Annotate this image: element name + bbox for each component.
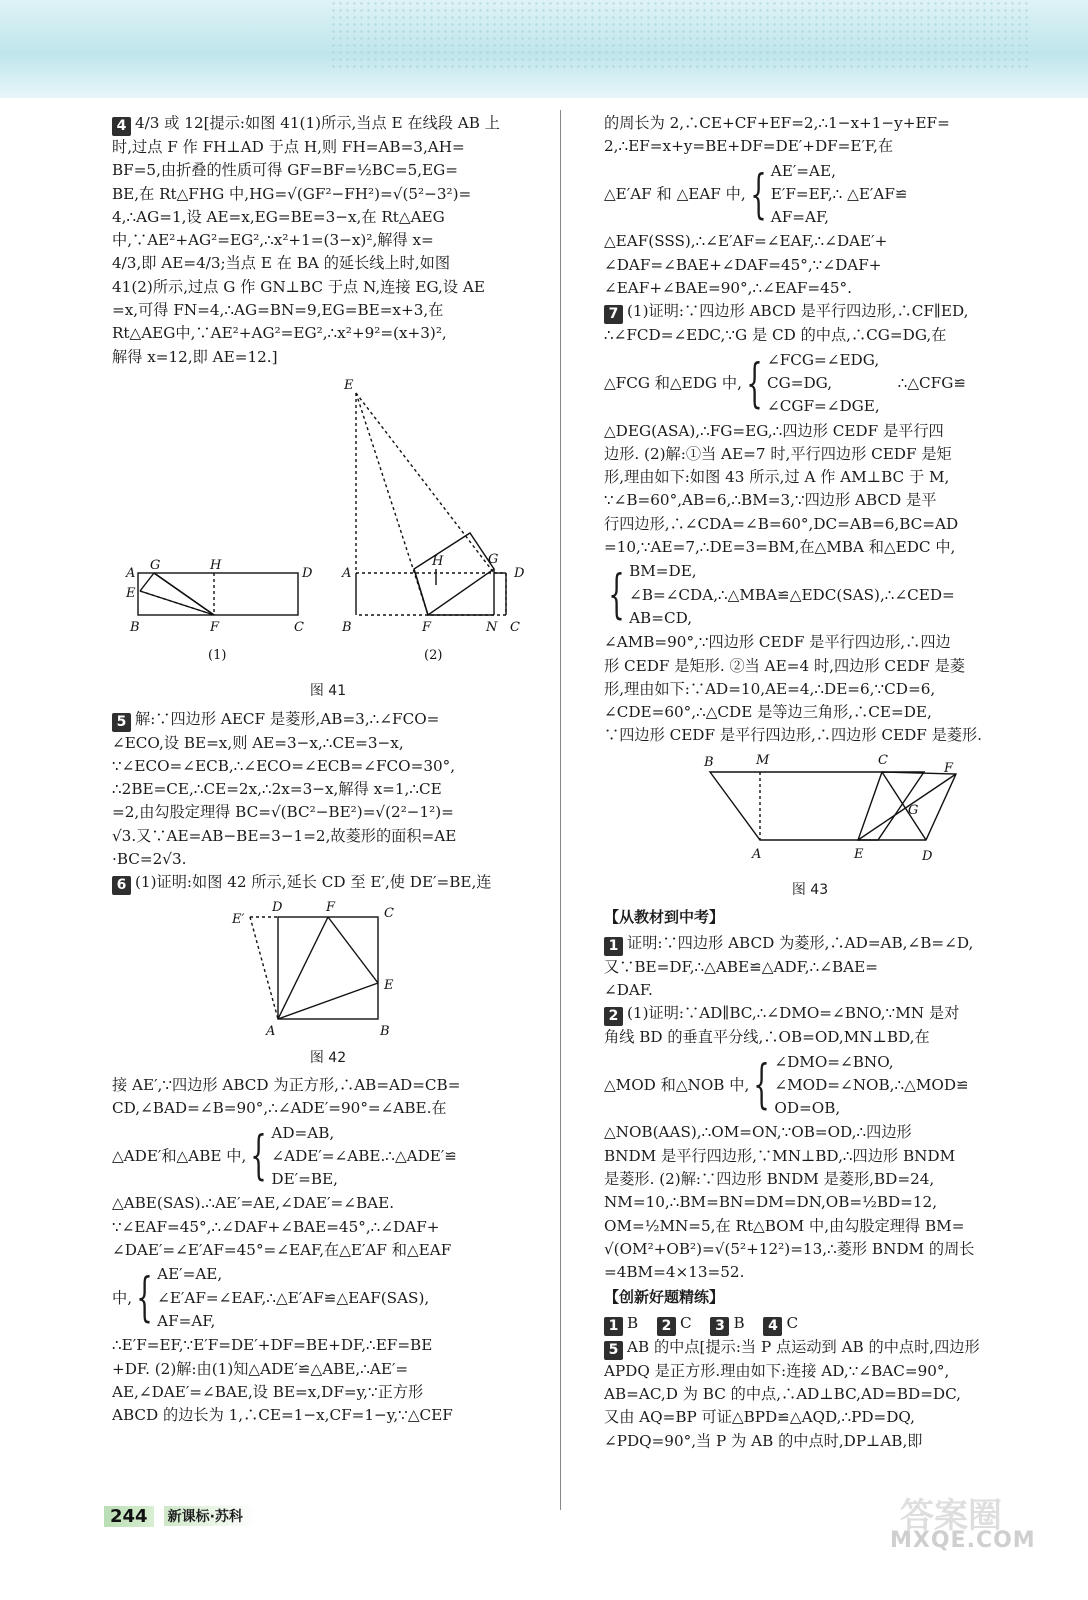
header-band <box>0 0 1088 98</box>
text-line: ∵四边形 CEDF 是平行四边形,∴四边形 CEDF 是菱形. <box>604 726 982 745</box>
text-line: +DF. (2)解:由(1)知△ADE′≌△ABE,∴AE′= <box>112 1359 409 1378</box>
fig43-label: D <box>922 848 933 864</box>
text-line: (1)证明:∵AD∥BC,∴∠DMO=∠BNO,∵MN 是对 <box>627 1004 960 1023</box>
fig41-label: A <box>126 565 136 581</box>
text-line: 解:∵四边形 AECF 是菱形,AB=3,∴∠FCO= <box>135 709 440 728</box>
figure-43-diagram <box>660 752 960 872</box>
problem-5 <box>112 708 544 872</box>
text-line: ∠DAF=∠BAE+∠DAF=45°,∵∠DAF+ <box>604 255 882 274</box>
text-line: 的周长为 2,∴CE+CF+EF=2,∴1−x+1−y+EF= <box>604 114 950 132</box>
equation-system: 中, { AE′=AE, ∠E′AF=∠EAF,∴△E′AF≌△EAF(SAS), AF=AF, <box>112 1265 430 1330</box>
text-line: ∴E′F=EF,∵E′F=DE′+DF=BE+DF,∴EF=BE <box>112 1336 433 1355</box>
brace-icon: { <box>746 353 763 414</box>
text-line: CD,∠BAD=∠B=90°,∴∠ADE′=90°=∠ABE.在 <box>112 1099 447 1118</box>
figure-41-diagram <box>118 373 538 673</box>
text-line: 时,过点 F 作 FH⊥AD 于点 H,则 FH=AB=3,AH= <box>112 138 465 156</box>
text-line: ∵∠EAF=45°,∴∠DAF+∠BAE=45°,∴∠DAF+ <box>112 1217 440 1236</box>
header-pattern <box>330 0 1030 70</box>
textbook-q2 <box>604 1002 1016 1284</box>
text-line: 中,∵AE²+AG²=EG²,∴x²+1=(3−x)²,解得 x= <box>112 231 434 250</box>
text-line: BF=5,由折叠的性质可得 GF=BF=½BC=5,EG= <box>112 161 459 180</box>
text-line: ∠EAF+∠BAE=90°,∴∠EAF=45°. <box>604 279 852 298</box>
figure-42 <box>112 899 544 1070</box>
fig42-label: D <box>272 900 283 916</box>
text-line: △EAF(SSS),∴∠E′AF=∠EAF,∴∠DAE′+ <box>604 232 888 251</box>
fig42-label: F <box>326 900 336 916</box>
brace-icon: { <box>749 164 767 225</box>
fig43-label: A <box>752 846 762 862</box>
fig43-label: B <box>704 754 714 770</box>
figure-42-diagram <box>228 899 428 1039</box>
fig41-label: C <box>294 619 304 635</box>
text-line: ∠DAE′=∠E′AF=45°=∠EAF,在△E′AF 和△EAF <box>112 1241 452 1260</box>
text-line: 41(2)所示,过点 G 作 GN⊥BC 于点 N,连接 EG,设 AE <box>112 277 485 296</box>
problem-number: 2 <box>604 1007 623 1026</box>
fig41-label: F <box>210 619 220 635</box>
problem-number: 1 <box>604 937 623 956</box>
text-line: 行四边形,∴∠CDA=∠B=60°,DC=AB=6,BC=AD <box>604 514 959 533</box>
fig41-label: E <box>126 585 136 601</box>
text-line: =10,∵AE=7,∴DE=3=BM,在△MBA 和△EDC 中, <box>604 538 956 557</box>
text-line: ABCD 的边长为 1,∴CE=1−x,CF=1−y,∵△CEF <box>112 1406 453 1425</box>
text-line: 4/3 或 12[提示:如图 41(1)所示,当点 E 在线段 AB 上 <box>135 114 500 132</box>
text-line: 4/3,即 AE=4/3;当点 E 在 BA 的延长线上时,如图 <box>112 254 451 273</box>
text-line: △ABE(SAS).∴AE′=AE,∠DAE′=∠BAE. <box>112 1194 395 1213</box>
problem-number: 5 <box>112 713 131 732</box>
text-line: ∴2BE=CE,∴CE=2x,∴2x=3−x,解得 x=1,∴CE <box>112 780 442 799</box>
fig41-label: D <box>514 565 525 581</box>
problem-7 <box>604 300 1016 747</box>
problem-6 <box>112 871 544 1427</box>
text-line: ∠PDQ=90°,当 P 为 AB 的中点时,DP⊥AB,即 <box>604 1431 923 1450</box>
left-column <box>112 112 544 1427</box>
fig41-label: G <box>488 551 499 567</box>
text-line: Rt△AEG中,∵AE²+AG²=EG²,∴x²+9²=(x+3)², <box>112 324 447 343</box>
text-line: 角线 BD 的垂直平分线,∴OB=OD,MN⊥BD,在 <box>604 1028 930 1047</box>
fig43-label: G <box>908 802 919 818</box>
text-line: 形 CEDF 是矩形. ②当 AE=4 时,四边形 CEDF 是菱 <box>604 656 965 675</box>
text-line: AB 的中点[提示:当 P 点运动到 AB 的中点时,四边形 <box>627 1337 980 1356</box>
text-line: 4,∴AG=1,设 AE=x,EG=BE=3−x,在 Rt△AEG <box>112 207 445 226</box>
brace-icon: { <box>136 1268 153 1329</box>
figure-41 <box>112 373 544 704</box>
fig42-label: C <box>384 906 394 922</box>
fig42-label: B <box>380 1024 390 1040</box>
equation-system: △ADE′和△ABE 中, { AD=AB, ∠ADE′=∠ABE.∴△ADE′≌ DE′=BE, <box>112 1123 458 1189</box>
fig43-label: E <box>854 846 864 862</box>
watermark-logo: 答案圈 <box>900 1496 1002 1536</box>
fig41-label: F <box>422 619 432 635</box>
column-divider <box>560 110 561 1510</box>
text-line: ∠CDE=60°,∴△CDE 是等边三角形,∴CE=DE, <box>604 703 932 722</box>
text-line: (1)证明:如图 42 所示,延长 CD 至 E′,使 DE′=BE,连 <box>135 873 492 892</box>
text-line: ∵∠B=60°,AB=6,∴BM=3,∵四边形 ABCD 是平 <box>604 491 937 510</box>
text-line: BNDM 是平行四边形,∵MN⊥BD,∴四边形 BNDM <box>604 1146 956 1165</box>
text-line: 又∵BE=DF,∴△ABE≌△ADF,∴∠BAE= <box>604 957 878 976</box>
edition-label: 新课标·苏科 <box>164 1506 255 1526</box>
text-line: 形,理由如下:∵AD=10,AE=4,∴DE=6,∵CD=6, <box>604 679 936 698</box>
fig43-label: F <box>944 760 954 776</box>
equation-system: △FCG 和△EDG 中, { ∠FCG=∠EDG, CG=DG, ∠CGF=∠DGE, ∴△CFG≌ <box>604 350 967 416</box>
watermark-text: MXQE.COM <box>890 1528 1036 1553</box>
fig41-label: N <box>486 619 498 635</box>
fig41-label: B <box>342 619 352 635</box>
answer-item: 1 B <box>604 1312 638 1336</box>
right-column <box>604 112 1016 1453</box>
problem-number: 7 <box>604 305 623 324</box>
text-line: NM=10,∴BM=BN=DM=DN,OB=½BD=12, <box>604 1193 938 1212</box>
page-number: 244 <box>104 1506 154 1527</box>
section-title: 【从教材到中考】 <box>604 908 725 927</box>
problem-4 <box>112 112 544 369</box>
section-title: 【创新好题精练】 <box>604 1288 725 1307</box>
text-line: 接 AE′,∵四边形 ABCD 为正方形,∴AB=AD=CB= <box>112 1075 461 1094</box>
equation-system: △MOD 和△NOB 中, { ∠DMO=∠BNO, ∠MOD=∠NOB,∴△MOD≌ OD=OB, <box>604 1052 969 1118</box>
answer-item: 2 C <box>657 1312 692 1336</box>
fig43-label: M <box>756 752 770 768</box>
brace-icon: { <box>608 565 625 626</box>
fig42-label: E <box>384 978 394 994</box>
text-line: 是菱形. (2)解:∵四边形 BNDM 是菱形,BD=24, <box>604 1169 935 1188</box>
figure-43-caption: 图 43 <box>791 882 829 899</box>
text-line: √3.又∵AE=AB−BE=3−1=2,故菱形的面积=AE <box>112 826 457 845</box>
text-line: ∠ECO,设 BE=x,则 AE=3−x,∴CE=3−x, <box>112 733 404 752</box>
fig41-label: B <box>130 619 140 635</box>
problem-number: 6 <box>112 876 131 895</box>
fig42-label: A <box>266 1024 276 1040</box>
text-line: =2,由勾股定理得 BC=√(BC²−BE²)=√(2²−1²)= <box>112 803 454 822</box>
figure-42-caption: 图 42 <box>309 1049 347 1066</box>
fig41-label: E <box>344 377 354 393</box>
text-line: 解得 x=12,即 AE=12.] <box>112 347 278 366</box>
text-line: =x,可得 FN=4,∴AG=BN=9,EG=BE=x+3,在 <box>112 301 444 320</box>
problem-number: 4 <box>112 117 131 136</box>
text-line: 2,∴EF=x+y=BE+DF=DE′+DF=E′F,在 <box>604 137 894 156</box>
text-line: △DEG(ASA),∴FG=EG,∴四边形 CEDF 是平行四 <box>604 421 944 440</box>
practice-q5 <box>604 1336 1016 1453</box>
textbook-q1 <box>604 932 1016 1003</box>
text-line: ·BC=2√3. <box>112 850 187 869</box>
answer-row <box>604 1312 1016 1336</box>
text-line: 形,理由如下:如图 43 所示,过 A 作 AM⊥BC 于 M, <box>604 468 950 487</box>
text-line: △NOB(AAS),∴OM=ON,∵OB=OD,∴四边形 <box>604 1123 912 1142</box>
text-line: OM=½MN=5,在 Rt△BOM 中,由勾股定理得 BM= <box>604 1216 965 1235</box>
text-line: 边形. (2)解:①当 AE=7 时,平行四边形 CEDF 是矩 <box>604 444 952 463</box>
figure-41-caption: 图 41 <box>309 683 347 700</box>
fig41-label: A <box>342 565 352 581</box>
text-line: BE,在 Rt△FHG 中,HG=√(GF²−FH²)=√(5²−3²)= <box>112 184 472 203</box>
text-line: √(OM²+OB²)=√(5²+12²)=13,∴菱形 BNDM 的周长 <box>604 1239 975 1258</box>
text-line: (1)证明:∵四边形 ABCD 是平行四边形,∴CF∥ED, <box>627 302 969 321</box>
text-line: AE,∠DAE′=∠BAE,设 BE=x,DF=y,∵正方形 <box>112 1382 424 1401</box>
text-line: =4BM=4×13=52. <box>604 1263 745 1282</box>
fig41-sub1: (1) <box>208 647 227 663</box>
fig43-label: C <box>878 752 888 768</box>
fig42-label: E′ <box>232 912 245 928</box>
text-line: 又由 AQ=BP 可证△BPD≌△AQD,∴PD=DQ, <box>604 1408 915 1427</box>
fig41-label: C <box>510 619 520 635</box>
equation-system: { BM=DE, ∠B=∠CDA,∴△MBA≌△EDC(SAS),∴∠CED= AB=CD, <box>608 562 955 627</box>
problem-number: 5 <box>604 1341 623 1360</box>
answer-item: 3 B <box>710 1312 744 1336</box>
text-line: ∠DAF. <box>604 980 653 999</box>
text-line: AB=AC,D 为 BC 的中点,∴AD⊥BC,AD=BD=DC, <box>604 1385 962 1404</box>
answer-item: 4 C <box>763 1312 798 1336</box>
text-line: ∠AMB=90°,∵四边形 CEDF 是平行四边形,∴四边 <box>604 633 951 652</box>
text-line: ∴∠FCD=∠EDC,∵G 是 CD 的中点,∴CG=DG,在 <box>604 326 947 345</box>
text-line: APDQ 是正方形.理由如下:连接 AD,∵∠BAC=90°, <box>604 1361 950 1380</box>
fig41-label: G <box>150 557 161 573</box>
text-line: 证明:∵四边形 ABCD 为菱形,∴AD=AB,∠B=∠D, <box>627 933 974 952</box>
equation-system: △E′AF 和 △EAF 中, { AE′=AE, E′F=EF,∴ △E′AF≌ AF=AF, <box>604 161 908 227</box>
fig41-label: H <box>210 557 222 573</box>
page-footer <box>104 1503 255 1529</box>
brace-icon: { <box>753 1055 771 1116</box>
fig41-sub2: (2) <box>424 647 443 663</box>
fig41-label: D <box>302 565 313 581</box>
fig41-label: H <box>432 553 444 569</box>
figure-43 <box>604 752 1016 903</box>
brace-icon: { <box>250 1126 268 1187</box>
text-line: ∵∠ECO=∠ECB,∴∠ECO=∠ECB=∠FCO=30°, <box>112 756 456 775</box>
